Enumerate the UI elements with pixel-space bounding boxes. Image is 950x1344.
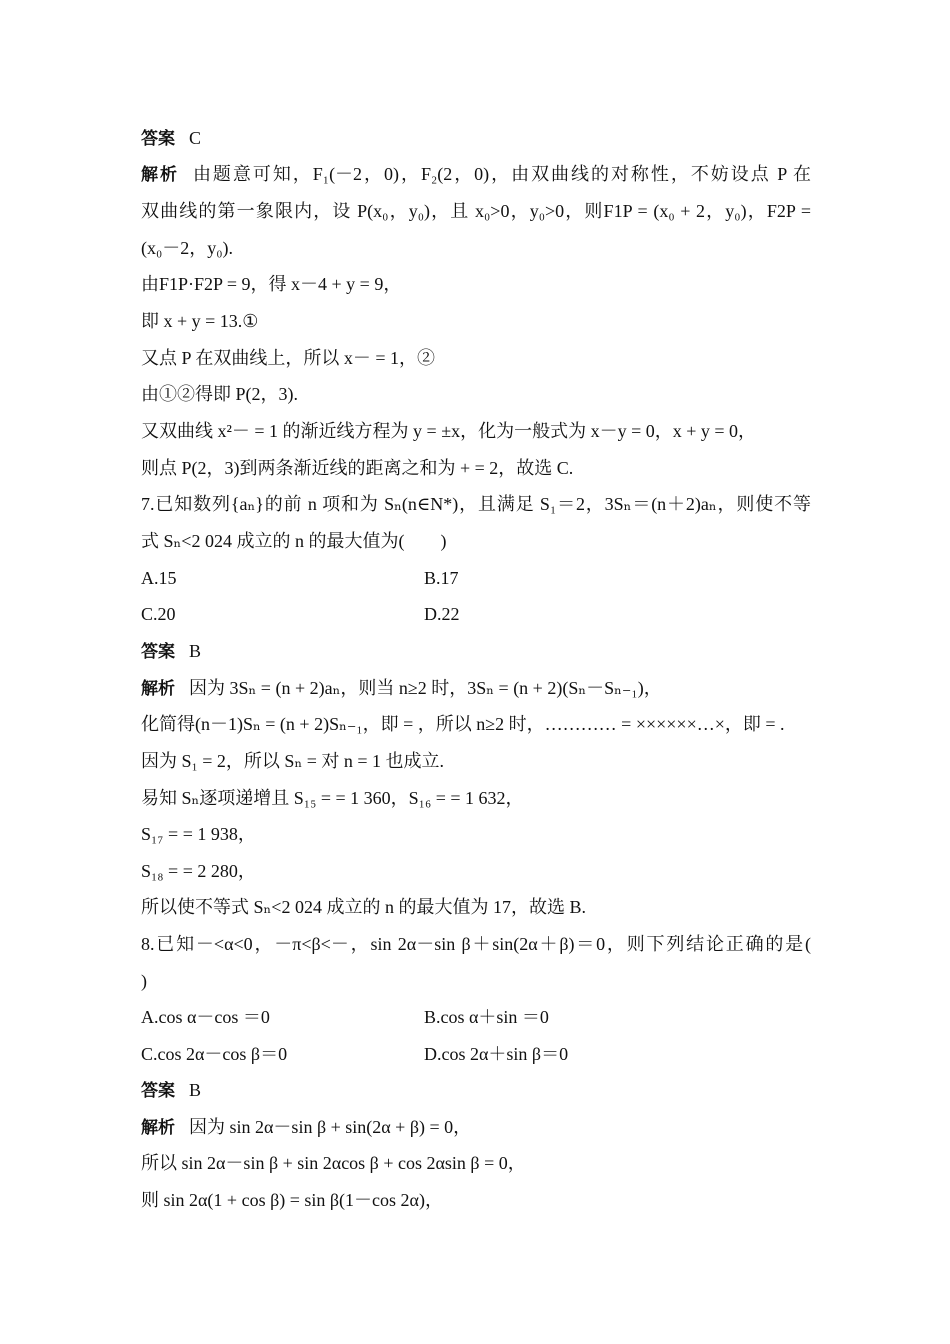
option-row (141, 563, 811, 593)
text-span: 因为 3Sₙ = (n + 2)aₙ，则当 n≥2 时，3Sₙ = (n + 2)(Sₙ－Sₙ₋₁)， (189, 678, 662, 698)
answer-label: 答案 (141, 642, 175, 662)
option-d: D.22 (424, 604, 460, 624)
text-line: 又双曲线 x²－ = 1 的渐近线方程为 y = ±x，化为一般式为 x－y = 0，x + y = 0， (141, 421, 757, 441)
option-b: B.17 (424, 568, 459, 588)
text-line: 双曲线的第一象限内，设 P(x₀，y₀)，且 x₀>0，y₀>0，则F1P = (x₀ + 2，y₀)，F2P = (141, 201, 811, 221)
answer-label: 答案 (141, 129, 175, 149)
text-line: 易知 Sₙ逐项递增且 S₁₅ = = 1 360，S₁₆ = = 1 632， (141, 788, 524, 808)
question-7-stem: 7.已知数列{aₙ}的前 n 项和为 Sₙ(n∈N*)，且满足 S₁＝2，3Sₙ＝(n＋2)aₙ，则使不等 (141, 494, 811, 514)
text-line: 又点 P 在双曲线上，所以 x－ = 1，② (141, 348, 435, 368)
question-8-stem: 8.已知－<α<0，－π<β<－，sin 2α－sin β＋sin(2α＋β)＝0，则下列结论正确的是( (141, 934, 811, 954)
answer-value: B (189, 641, 202, 661)
option-row (141, 1039, 811, 1069)
option-d: D.cos 2α＋sin β＝0 (424, 1044, 569, 1064)
analysis-line (141, 1112, 811, 1142)
analysis-label: 解析 (141, 165, 179, 185)
text-line: 由①②得即 P(2，3). (141, 384, 298, 404)
text-line: S₁₇ = = 1 938， (141, 824, 256, 844)
option-c: C.20 (141, 604, 176, 624)
analysis-line (141, 673, 811, 703)
question-7-stem-cont: 式 Sₙ<2 024 成立的 n 的最大值为( ) (141, 531, 447, 551)
text-span: 因为 sin 2α－sin β + sin(2α + β) = 0， (189, 1117, 472, 1137)
analysis-line (141, 159, 811, 189)
analysis-label: 解析 (141, 679, 175, 699)
text-line: 由F1P·F2P = 9，得 x－4 + y = 9， (141, 274, 402, 294)
answer-line (141, 636, 811, 666)
answer-line (141, 123, 811, 153)
text-line: 化简得(n－1)Sₙ = (n + 2)Sₙ₋₁，即 = ，所以 n≥2 时，………… = ××××××…×，即 = . (141, 714, 785, 734)
question-8-stem-cont: ) (141, 971, 147, 991)
option-a: A.15 (141, 568, 177, 588)
text-line: 所以 sin 2α－sin β + sin 2αcos β + cos 2αsin β = 0， (141, 1153, 526, 1173)
text-line: S₁₈ = = 2 280， (141, 861, 256, 881)
answer-line (141, 1075, 811, 1105)
text-line: 则点 P(2，3)到两条渐近线的距离之和为 + = 2，故选 C. (141, 458, 574, 478)
analysis-label: 解析 (141, 1118, 175, 1138)
option-a: A.cos α－cos ＝0 (141, 1007, 270, 1027)
text-span: 由题意可知，F₁(－2，0)，F₂(2，0)，由双曲线的对称性，不妨设点 P 在 (192, 164, 812, 184)
option-b: B.cos α＋sin ＝0 (424, 1007, 549, 1027)
text-line: 即 x + y = 13.① (141, 311, 259, 331)
option-row (141, 599, 811, 629)
text-line: 因为 S₁ = 2，所以 Sₙ = 对 n = 1 也成立. (141, 751, 445, 771)
text-line: 所以使不等式 Sₙ<2 024 成立的 n 的最大值为 17，故选 B. (141, 897, 586, 917)
answer-value: C (189, 128, 202, 148)
option-c: C.cos 2α－cos β＝0 (141, 1044, 288, 1064)
answer-label: 答案 (141, 1081, 175, 1101)
text-line: 则 sin 2α(1 + cos β) = sin β(1－cos 2α)， (141, 1190, 443, 1210)
answer-value: B (189, 1080, 202, 1100)
option-row (141, 1002, 811, 1032)
text-line: (x₀－2，y₀). (141, 238, 234, 258)
